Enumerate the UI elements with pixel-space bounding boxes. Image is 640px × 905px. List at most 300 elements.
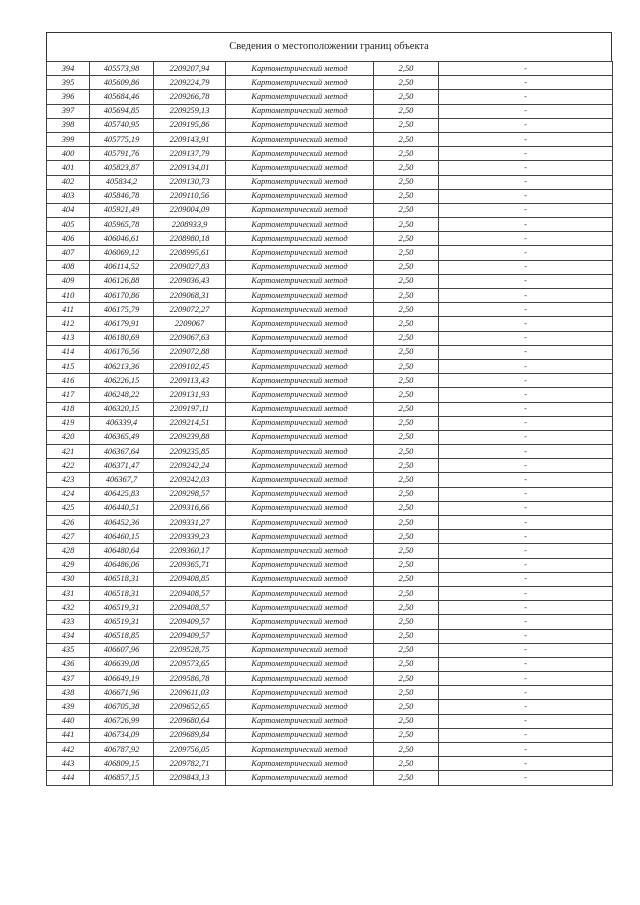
y-coordinate-cell: 2209782,71: [154, 757, 226, 771]
y-coordinate-cell: 2209689,84: [154, 728, 226, 742]
x-coordinate-cell: 406248,22: [90, 388, 154, 402]
x-coordinate-cell: 406787,92: [90, 743, 154, 757]
y-coordinate-cell: 2209072,88: [154, 345, 226, 359]
description-cell: -: [439, 558, 613, 572]
method-cell: Картометрический метод: [226, 558, 374, 572]
point-number-cell: 398: [47, 118, 90, 132]
method-cell: Картометрический метод: [226, 232, 374, 246]
method-cell: Картометрический метод: [226, 657, 374, 671]
table-row: [47, 203, 613, 217]
point-number-cell: 409: [47, 274, 90, 288]
table-row: [47, 586, 613, 600]
accuracy-cell: 2,50: [374, 459, 439, 473]
description-cell: -: [439, 487, 613, 501]
table-row: [47, 728, 613, 742]
description-cell: -: [439, 147, 613, 161]
x-coordinate-cell: 405921,49: [90, 203, 154, 217]
method-cell: Картометрический метод: [226, 359, 374, 373]
x-coordinate-cell: 406440,51: [90, 501, 154, 515]
method-cell: Картометрический метод: [226, 686, 374, 700]
x-coordinate-cell: 406671,96: [90, 686, 154, 700]
accuracy-cell: 2,50: [374, 289, 439, 303]
method-cell: Картометрический метод: [226, 459, 374, 473]
table-row: [47, 232, 613, 246]
point-number-cell: 413: [47, 331, 90, 345]
y-coordinate-cell: 2209113,43: [154, 374, 226, 388]
y-coordinate-cell: 2209134,01: [154, 161, 226, 175]
point-number-cell: 420: [47, 430, 90, 444]
description-cell: -: [439, 118, 613, 132]
method-cell: Картометрический метод: [226, 586, 374, 600]
table-row: [47, 161, 613, 175]
y-coordinate-cell: 2209036,43: [154, 274, 226, 288]
description-cell: -: [439, 501, 613, 515]
y-coordinate-cell: 2209408,57: [154, 601, 226, 615]
accuracy-cell: 2,50: [374, 700, 439, 714]
y-coordinate-cell: 2209409,57: [154, 615, 226, 629]
table-row: [47, 487, 613, 501]
description-cell: -: [439, 246, 613, 260]
method-cell: Картометрический метод: [226, 260, 374, 274]
accuracy-cell: 2,50: [374, 516, 439, 530]
y-coordinate-cell: 2209365,71: [154, 558, 226, 572]
accuracy-cell: 2,50: [374, 90, 439, 104]
y-coordinate-cell: 2209611,03: [154, 686, 226, 700]
accuracy-cell: 2,50: [374, 132, 439, 146]
accuracy-cell: 2,50: [374, 218, 439, 232]
description-cell: -: [439, 189, 613, 203]
y-coordinate-cell: 2209224,79: [154, 76, 226, 90]
table-row: [47, 90, 613, 104]
point-number-cell: 431: [47, 586, 90, 600]
y-coordinate-cell: 2209756,05: [154, 743, 226, 757]
accuracy-cell: 2,50: [374, 104, 439, 118]
description-cell: -: [439, 62, 613, 76]
description-cell: -: [439, 714, 613, 728]
x-coordinate-cell: 405846,78: [90, 189, 154, 203]
point-number-cell: 395: [47, 76, 90, 90]
y-coordinate-cell: 2209331,27: [154, 516, 226, 530]
table-row: [47, 402, 613, 416]
table-row: [47, 416, 613, 430]
point-number-cell: 441: [47, 728, 90, 742]
y-coordinate-cell: 2209408,57: [154, 586, 226, 600]
x-coordinate-cell: 406069,12: [90, 246, 154, 260]
point-number-cell: 428: [47, 544, 90, 558]
x-coordinate-cell: 406480,64: [90, 544, 154, 558]
point-number-cell: 407: [47, 246, 90, 260]
y-coordinate-cell: 2209680,64: [154, 714, 226, 728]
table-row: [47, 388, 613, 402]
description-cell: -: [439, 657, 613, 671]
x-coordinate-cell: 406365,49: [90, 430, 154, 444]
method-cell: Картометрический метод: [226, 643, 374, 657]
accuracy-cell: 2,50: [374, 175, 439, 189]
description-cell: -: [439, 757, 613, 771]
accuracy-cell: 2,50: [374, 147, 439, 161]
method-cell: Картометрический метод: [226, 402, 374, 416]
method-cell: Картометрический метод: [226, 728, 374, 742]
y-coordinate-cell: 2209068,31: [154, 289, 226, 303]
method-cell: Картометрический метод: [226, 331, 374, 345]
description-cell: -: [439, 274, 613, 288]
point-number-cell: 415: [47, 359, 90, 373]
point-number-cell: 434: [47, 629, 90, 643]
description-cell: -: [439, 345, 613, 359]
method-cell: Картометрический метод: [226, 516, 374, 530]
accuracy-cell: 2,50: [374, 402, 439, 416]
accuracy-cell: 2,50: [374, 203, 439, 217]
accuracy-cell: 2,50: [374, 771, 439, 785]
table-row: [47, 303, 613, 317]
point-number-cell: 426: [47, 516, 90, 530]
table-row: [47, 76, 613, 90]
x-coordinate-cell: 406809,15: [90, 757, 154, 771]
accuracy-cell: 2,50: [374, 487, 439, 501]
table-row: [47, 643, 613, 657]
point-number-cell: 422: [47, 459, 90, 473]
table-row: [47, 62, 613, 76]
description-cell: -: [439, 629, 613, 643]
table-row: [47, 175, 613, 189]
table-row: [47, 345, 613, 359]
x-coordinate-cell: 406320,15: [90, 402, 154, 416]
description-cell: -: [439, 260, 613, 274]
y-coordinate-cell: 2209360,17: [154, 544, 226, 558]
method-cell: Картометрический метод: [226, 714, 374, 728]
description-cell: -: [439, 572, 613, 586]
y-coordinate-cell: 2209239,88: [154, 430, 226, 444]
x-coordinate-cell: 405791,76: [90, 147, 154, 161]
table-row: [47, 516, 613, 530]
method-cell: Картометрический метод: [226, 317, 374, 331]
table-row: [47, 189, 613, 203]
accuracy-cell: 2,50: [374, 374, 439, 388]
table-row: [47, 657, 613, 671]
x-coordinate-cell: 406226,15: [90, 374, 154, 388]
description-cell: -: [439, 728, 613, 742]
description-cell: -: [439, 473, 613, 487]
point-number-cell: 406: [47, 232, 90, 246]
description-cell: -: [439, 374, 613, 388]
description-cell: -: [439, 203, 613, 217]
y-coordinate-cell: 2209137,79: [154, 147, 226, 161]
x-coordinate-cell: 406176,56: [90, 345, 154, 359]
x-coordinate-cell: 406460,15: [90, 530, 154, 544]
description-cell: -: [439, 516, 613, 530]
x-coordinate-cell: 406649,19: [90, 672, 154, 686]
description-cell: -: [439, 743, 613, 757]
accuracy-cell: 2,50: [374, 388, 439, 402]
x-coordinate-cell: 406114,52: [90, 260, 154, 274]
accuracy-cell: 2,50: [374, 757, 439, 771]
x-coordinate-cell: 406175,79: [90, 303, 154, 317]
point-number-cell: 424: [47, 487, 90, 501]
y-coordinate-cell: 2209266,78: [154, 90, 226, 104]
method-cell: Картометрический метод: [226, 175, 374, 189]
point-number-cell: 421: [47, 445, 90, 459]
y-coordinate-cell: 2209067,63: [154, 331, 226, 345]
method-cell: Картометрический метод: [226, 629, 374, 643]
y-coordinate-cell: 2209207,94: [154, 62, 226, 76]
point-number-cell: 430: [47, 572, 90, 586]
method-cell: Картометрический метод: [226, 530, 374, 544]
method-cell: Картометрический метод: [226, 388, 374, 402]
table-row: [47, 601, 613, 615]
x-coordinate-cell: 405740,95: [90, 118, 154, 132]
table-row: [47, 757, 613, 771]
description-cell: -: [439, 232, 613, 246]
accuracy-cell: 2,50: [374, 657, 439, 671]
method-cell: Картометрический метод: [226, 572, 374, 586]
method-cell: Картометрический метод: [226, 62, 374, 76]
method-cell: Картометрический метод: [226, 246, 374, 260]
x-coordinate-cell: 406518,31: [90, 572, 154, 586]
description-cell: -: [439, 331, 613, 345]
y-coordinate-cell: 2209131,93: [154, 388, 226, 402]
method-cell: Картометрический метод: [226, 544, 374, 558]
description-cell: -: [439, 459, 613, 473]
x-coordinate-cell: 406857,15: [90, 771, 154, 785]
method-cell: Картометрический метод: [226, 189, 374, 203]
table-row: [47, 558, 613, 572]
y-coordinate-cell: 2209573,65: [154, 657, 226, 671]
point-number-cell: 433: [47, 615, 90, 629]
point-number-cell: 436: [47, 657, 90, 671]
x-coordinate-cell: 406213,36: [90, 359, 154, 373]
table-row: [47, 501, 613, 515]
y-coordinate-cell: 2209195,86: [154, 118, 226, 132]
table-row: [47, 246, 613, 260]
method-cell: Картометрический метод: [226, 76, 374, 90]
y-coordinate-cell: 2209102,45: [154, 359, 226, 373]
accuracy-cell: 2,50: [374, 232, 439, 246]
point-number-cell: 399: [47, 132, 90, 146]
description-cell: -: [439, 359, 613, 373]
point-number-cell: 418: [47, 402, 90, 416]
table-row: [47, 331, 613, 345]
description-cell: -: [439, 771, 613, 785]
x-coordinate-cell: 406607,96: [90, 643, 154, 657]
point-number-cell: 419: [47, 416, 90, 430]
table-row: [47, 104, 613, 118]
method-cell: Картометрический метод: [226, 303, 374, 317]
accuracy-cell: 2,50: [374, 317, 439, 331]
accuracy-cell: 2,50: [374, 501, 439, 515]
table-row: [47, 771, 613, 785]
table-row: [47, 445, 613, 459]
point-number-cell: 416: [47, 374, 90, 388]
description-cell: -: [439, 445, 613, 459]
point-number-cell: 442: [47, 743, 90, 757]
table-row: [47, 289, 613, 303]
document-sheet: [46, 32, 612, 786]
coordinates-table-body: [47, 62, 613, 786]
accuracy-cell: 2,50: [374, 161, 439, 175]
accuracy-cell: 2,50: [374, 62, 439, 76]
table-row: [47, 118, 613, 132]
method-cell: Картометрический метод: [226, 289, 374, 303]
description-cell: -: [439, 132, 613, 146]
method-cell: Картометрический метод: [226, 104, 374, 118]
x-coordinate-cell: 406425,83: [90, 487, 154, 501]
table-row: [47, 430, 613, 444]
y-coordinate-cell: 2209027,83: [154, 260, 226, 274]
x-coordinate-cell: 406170,86: [90, 289, 154, 303]
table-title: Сведения о местоположении границ объекта: [46, 32, 612, 61]
method-cell: Картометрический метод: [226, 487, 374, 501]
accuracy-cell: 2,50: [374, 629, 439, 643]
method-cell: Картометрический метод: [226, 161, 374, 175]
accuracy-cell: 2,50: [374, 601, 439, 615]
method-cell: Картометрический метод: [226, 445, 374, 459]
x-coordinate-cell: 405834,2: [90, 175, 154, 189]
y-coordinate-cell: 2209130,73: [154, 175, 226, 189]
y-coordinate-cell: 2208933,9: [154, 218, 226, 232]
accuracy-cell: 2,50: [374, 359, 439, 373]
point-number-cell: 403: [47, 189, 90, 203]
y-coordinate-cell: 2208980,18: [154, 232, 226, 246]
description-cell: -: [439, 161, 613, 175]
table-row: [47, 714, 613, 728]
table-row: [47, 572, 613, 586]
point-number-cell: 402: [47, 175, 90, 189]
x-coordinate-cell: 406519,31: [90, 615, 154, 629]
y-coordinate-cell: 2209110,56: [154, 189, 226, 203]
x-coordinate-cell: 406046,61: [90, 232, 154, 246]
y-coordinate-cell: 2209339,23: [154, 530, 226, 544]
point-number-cell: 438: [47, 686, 90, 700]
x-coordinate-cell: 406519,31: [90, 601, 154, 615]
x-coordinate-cell: 406518,85: [90, 629, 154, 643]
accuracy-cell: 2,50: [374, 643, 439, 657]
x-coordinate-cell: 405573,98: [90, 62, 154, 76]
accuracy-cell: 2,50: [374, 473, 439, 487]
table-row: [47, 359, 613, 373]
accuracy-cell: 2,50: [374, 76, 439, 90]
description-cell: -: [439, 643, 613, 657]
y-coordinate-cell: 2209242,24: [154, 459, 226, 473]
y-coordinate-cell: 2209843,13: [154, 771, 226, 785]
x-coordinate-cell: 406371,47: [90, 459, 154, 473]
point-number-cell: 439: [47, 700, 90, 714]
method-cell: Картометрический метод: [226, 274, 374, 288]
point-number-cell: 440: [47, 714, 90, 728]
method-cell: Картометрический метод: [226, 771, 374, 785]
table-row: [47, 459, 613, 473]
x-coordinate-cell: 405684,46: [90, 90, 154, 104]
accuracy-cell: 2,50: [374, 672, 439, 686]
point-number-cell: 408: [47, 260, 90, 274]
table-row: [47, 147, 613, 161]
x-coordinate-cell: 406639,08: [90, 657, 154, 671]
table-row: [47, 218, 613, 232]
accuracy-cell: 2,50: [374, 246, 439, 260]
point-number-cell: 396: [47, 90, 90, 104]
method-cell: Картометрический метод: [226, 672, 374, 686]
x-coordinate-cell: 405694,85: [90, 104, 154, 118]
description-cell: -: [439, 104, 613, 118]
description-cell: -: [439, 218, 613, 232]
accuracy-cell: 2,50: [374, 274, 439, 288]
y-coordinate-cell: 2209072,27: [154, 303, 226, 317]
y-coordinate-cell: 2209004,09: [154, 203, 226, 217]
method-cell: Картометрический метод: [226, 743, 374, 757]
method-cell: Картометрический метод: [226, 345, 374, 359]
table-row: [47, 317, 613, 331]
table-row: [47, 260, 613, 274]
y-coordinate-cell: 2209259,13: [154, 104, 226, 118]
description-cell: -: [439, 76, 613, 90]
x-coordinate-cell: 406486,06: [90, 558, 154, 572]
point-number-cell: 412: [47, 317, 90, 331]
accuracy-cell: 2,50: [374, 331, 439, 345]
point-number-cell: 443: [47, 757, 90, 771]
method-cell: Картометрический метод: [226, 416, 374, 430]
point-number-cell: 394: [47, 62, 90, 76]
y-coordinate-cell: 2208995,61: [154, 246, 226, 260]
method-cell: Картометрический метод: [226, 90, 374, 104]
table-row: [47, 672, 613, 686]
description-cell: -: [439, 544, 613, 558]
x-coordinate-cell: 406726,99: [90, 714, 154, 728]
x-coordinate-cell: 405965,78: [90, 218, 154, 232]
x-coordinate-cell: 405609,86: [90, 76, 154, 90]
coordinates-table: [46, 61, 613, 786]
y-coordinate-cell: 2209214,51: [154, 416, 226, 430]
accuracy-cell: 2,50: [374, 728, 439, 742]
description-cell: -: [439, 586, 613, 600]
y-coordinate-cell: 2209067: [154, 317, 226, 331]
description-cell: -: [439, 700, 613, 714]
x-coordinate-cell: 406452,36: [90, 516, 154, 530]
accuracy-cell: 2,50: [374, 615, 439, 629]
x-coordinate-cell: 406339,4: [90, 416, 154, 430]
description-cell: -: [439, 289, 613, 303]
description-cell: -: [439, 615, 613, 629]
point-number-cell: 435: [47, 643, 90, 657]
method-cell: Картометрический метод: [226, 132, 374, 146]
table-row: [47, 530, 613, 544]
description-cell: -: [439, 416, 613, 430]
description-cell: -: [439, 388, 613, 402]
point-number-cell: 432: [47, 601, 90, 615]
point-number-cell: 429: [47, 558, 90, 572]
method-cell: Картометрический метод: [226, 147, 374, 161]
method-cell: Картометрический метод: [226, 700, 374, 714]
table-row: [47, 274, 613, 288]
accuracy-cell: 2,50: [374, 260, 439, 274]
accuracy-cell: 2,50: [374, 345, 439, 359]
point-number-cell: 414: [47, 345, 90, 359]
accuracy-cell: 2,50: [374, 118, 439, 132]
point-number-cell: 423: [47, 473, 90, 487]
method-cell: Картометрический метод: [226, 374, 374, 388]
table-row: [47, 544, 613, 558]
table-row: [47, 374, 613, 388]
accuracy-cell: 2,50: [374, 530, 439, 544]
accuracy-cell: 2,50: [374, 303, 439, 317]
method-cell: Картометрический метод: [226, 203, 374, 217]
method-cell: Картометрический метод: [226, 501, 374, 515]
point-number-cell: 401: [47, 161, 90, 175]
y-coordinate-cell: 2209652,65: [154, 700, 226, 714]
method-cell: Картометрический метод: [226, 430, 374, 444]
accuracy-cell: 2,50: [374, 714, 439, 728]
accuracy-cell: 2,50: [374, 572, 439, 586]
accuracy-cell: 2,50: [374, 743, 439, 757]
y-coordinate-cell: 2209316,66: [154, 501, 226, 515]
